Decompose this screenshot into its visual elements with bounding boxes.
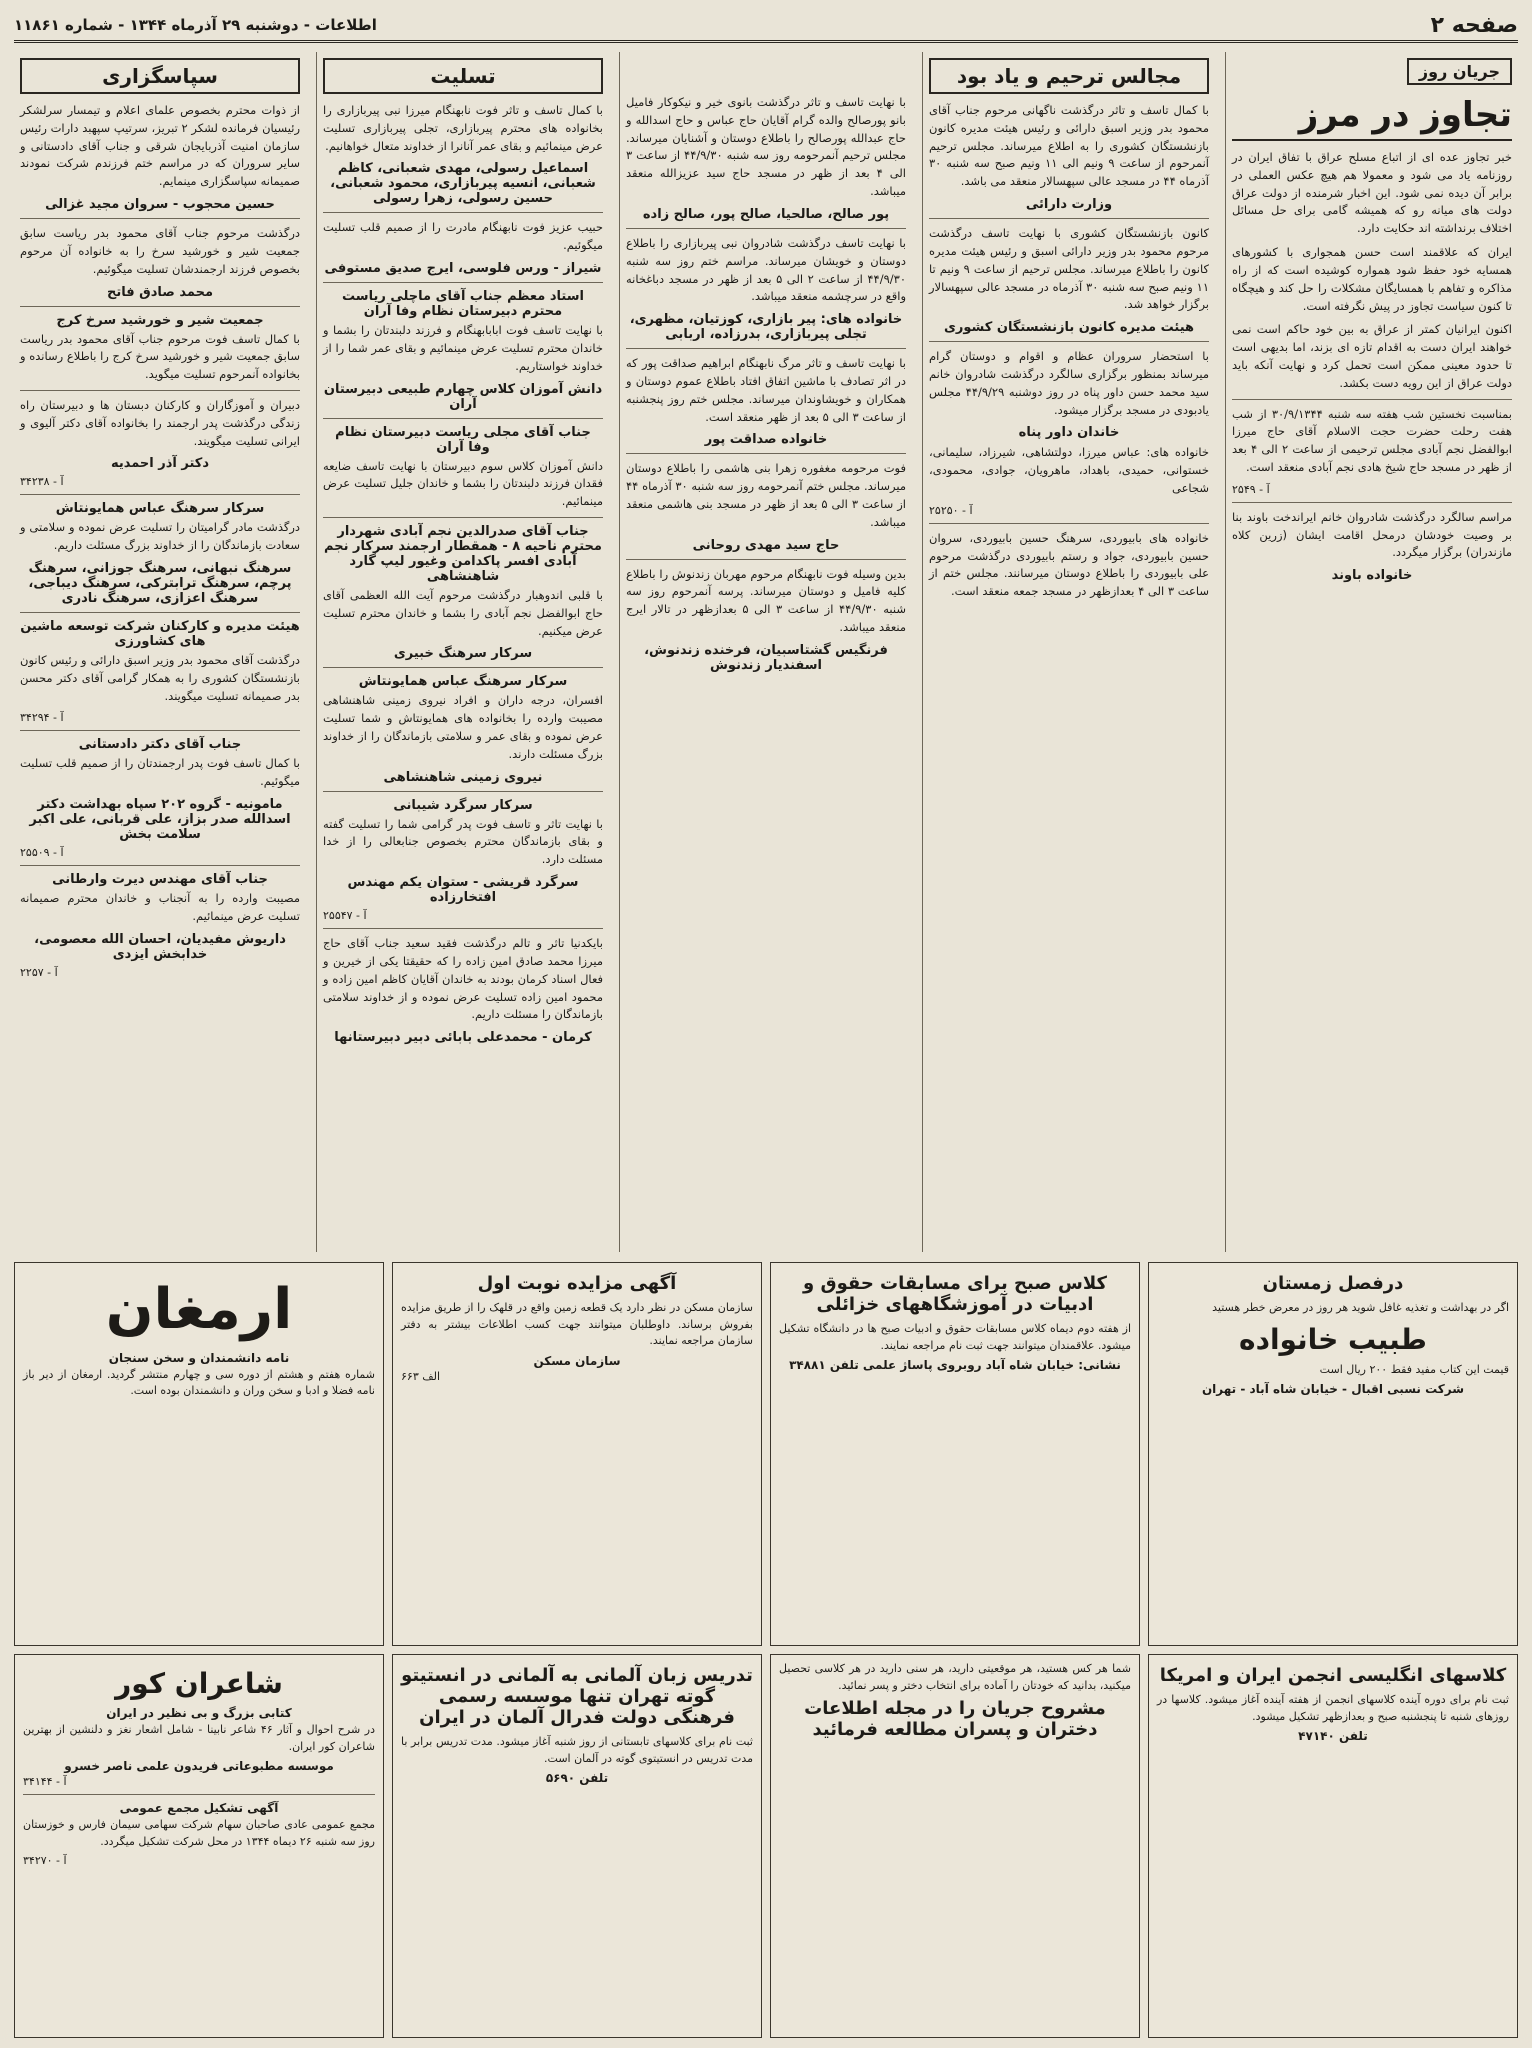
notice-paragraph: با نهایت تاسف و تاثر مرگ نابهنگام ابراهیم صداقت پور که در اثر تصادف با ماشین اتفاق افتاد باطلاع عموم دوستان و همکاران و خویشاوندان میرساند. مجلس ختم روز پنجشنبه از ساعت ۳ الی ۵ بعد از ظهر منعقد است. xyxy=(626,356,906,424)
signature: داریوش مفیدیان، احسان الله معصومی، خدابخش ایزدی xyxy=(34,931,286,962)
ad-contact: تلفن ۵۶۹۰ xyxy=(545,1771,609,1785)
divider xyxy=(20,494,300,495)
notice-heading: جناب آقای مهندس دیرت وارطانی xyxy=(52,872,268,888)
ad-code: ۲۲۵۷ - آ xyxy=(20,965,58,979)
ad-code: ۲۵۵۰۹ - آ xyxy=(20,846,64,860)
signature: نیروی زمینی شاهنشاهی xyxy=(383,769,543,785)
ad-text: در شرح احوال و آثار ۴۶ شاعر نابینا - شامل اشعار نغز و دلنشین از بهترین شاعران کور ایران. xyxy=(23,1723,375,1753)
notice-paragraph: با نهایت تاسف فوت ابابابهنگام و فرزند دلبندتان را بشما و خاندان محترم تسلیت عرض مینمائیم و بقای عمر شما را از خداوند خواستاریم. xyxy=(323,323,603,373)
ad-text: ثبت نام برای دوره آینده کلاسهای انجمن از هفته آینده آغاز میشود. کلاسها در روزهای شنبه تا پنجشنبه صبح و بعدازظهر تشکیل میشود. xyxy=(1157,1693,1509,1723)
notice-paragraph: دانش آموزان کلاس سوم دبیرستان با نهایت تاسف ضایعه فقدان فرزند دلبندتان را بشما و خاندان جلیل تسلیت عرض مینمائیم. xyxy=(323,458,603,509)
notice-paragraph: بایکدنیا تاثر و تالم درگذشت فقید سعید جناب آقای حاج میرزا محمد صادق امین زاده را که حقیقتا یکی از خیرین و فعال اسناد کرمان بودند به خاندان آقایان کاظم امین زاده و محمود امین زاده تسلیت عرض نموده و از خداوند سلامتی بازماندگان را مسئلت داریم. xyxy=(323,936,603,1022)
ad-headline: طبیب خانواده xyxy=(1239,1322,1427,1356)
divider xyxy=(1232,399,1512,400)
notice-paragraph: درگذشت آقای محمود بدر وزیر اسبق دارائی و رئیس کانون بازنشستگان کشوری را به همکار گرامی آقای دکتر محسن بدر صمیمانه تسلیت میگویند. xyxy=(20,653,300,703)
divider xyxy=(20,306,300,307)
masthead xyxy=(14,10,1518,43)
signature: خانواده های: پیر بازاری، کوزتیان، مظهری، تجلی پیربازاری، بدرزاده، اربابی xyxy=(629,312,903,343)
signature: دانش آموزان کلاس چهارم طبیعی دبیرستان آران xyxy=(323,381,603,412)
signature: خانواده باوند xyxy=(1331,568,1413,584)
ad-text: مجمع عمومی عادی صاحبان سهام شرکت سهامی سیمان فارس و خوزستان روز سه شنبه ۲۶ دیماه ۱۳۴۴ در محل شرکت تشکیل میگردد. xyxy=(23,1818,375,1848)
ad-contact: نشانی: خیابان شاه آباد روبروی پاساژ علمی تلفن ۳۴۸۸۱ xyxy=(789,1358,1121,1372)
divider xyxy=(323,418,603,419)
notice-heading: سرکار سرهنگ عباس همایونتاش xyxy=(358,674,568,690)
article-paragraph: خبر تجاوز عده ای از اتباع مسلح عراق با تفاق ایران در روزنامه یاد می شود و معمولا هم هیچ عکس العملی در برابر آن دیده نمی شود. این اخبار شرمنده از دولت عراق دولت های میانه رو که همیشه گامی برای حل مسائل اختلاف برنداشته اند حکایت دارد. xyxy=(1232,150,1512,236)
divider xyxy=(20,390,300,391)
notice-paragraph: مراسم سالگرد درگذشت شادروان خانم ایراندخت باوند بنا بر وصیت خودشان درمحل اقامت ایشان (زرین کلاه مازندران) برگزار میگردد. xyxy=(1232,509,1512,560)
divider xyxy=(23,1794,375,1795)
notice-heading: جناب آقای دکتر دادستانی xyxy=(78,737,242,753)
ad-text: قیمت این کتاب مفید فقط ۲۰۰ ریال است xyxy=(1319,1362,1509,1376)
ad-contact: شرکت نسبی اقبال - خیابان شاه آباد - تهران xyxy=(1201,1382,1465,1396)
signature: حاج سید مهدی روحانی xyxy=(692,537,840,553)
divider xyxy=(323,791,603,792)
signature: پور صالح، صالحیا، صالح پور، صالح زاده xyxy=(642,206,890,222)
ad-signature: سازمان مسکن xyxy=(533,1353,621,1368)
divider xyxy=(929,523,1209,524)
divider xyxy=(626,453,906,454)
notice-paragraph: با نهایت تاسف و تاثر درگذشت بانوی خیر و نیکوکار فامیل بانو پورصالح والده گرام آقایان حاج عباس و حاج اسدالله و حاج عبدالله پورصالح را باطلاع دوستان و آشنایان میرساند. مجلس ترحیم آنمرحومه روز سه شنبه ۴۴/۹/۳۰ از ساعت ۳ الی ۴ بعد از ظهر در مسجد حاج سید عزیزالله منعقد میباشد. xyxy=(626,95,907,199)
ad-title: کلاسهای انگلیسی انجمن ایران و امریکا xyxy=(1159,1665,1507,1686)
ad-text: اگر در بهداشت و تغذیه غافل شوید هر روز در معرض خطر هستید xyxy=(1212,1301,1509,1314)
column-news xyxy=(1225,52,1518,1252)
notice-paragraph: با کمال تاسف فوت پدر ارجمندتان را از صمیم قلب تسلیت میگوئیم. xyxy=(20,756,300,789)
notice-heading: جمعیت شیر و خورشید سرخ کرج xyxy=(56,312,264,328)
column-tarhim xyxy=(922,52,1215,1252)
ad-headline: شاعران کور xyxy=(115,1667,283,1700)
notice-paragraph: با نهایت تاسف درگذشت شادروان نبی پیربازاری را باطلاع دوستان و خویشان میرساند. مراسم ختم روز سه شنبه ۴۴/۹/۳۰ از ساعت ۲ الی ۵ بعد از ظهر در مسجد دباغخانه واقع در سرچشمه منعقد میباشد. xyxy=(626,235,906,304)
column-sepas xyxy=(14,52,306,1252)
notice-heading: هیئت مدیره و کارکنان شرکت توسعه ماشین های کشاورزی xyxy=(20,619,300,649)
divider xyxy=(323,212,603,213)
ad-code: الف ۶۶۳ xyxy=(401,1369,441,1383)
divider xyxy=(323,282,603,283)
signature: اسماعیل رسولی، مهدی شعبانی، کاظم شعبانی، انسیه پیربازاری، محمود شعبانی، حسین رسولی، زهرا رسولی xyxy=(330,161,596,207)
ad-mozayede xyxy=(392,1262,762,1646)
ad-subtitle: کتابی بزرگ و بی نظیر در ایران xyxy=(106,1706,292,1720)
divider xyxy=(929,341,1209,342)
ad-hoquq-classes xyxy=(770,1262,1140,1646)
signature: شیراز - ورس فلوسی، ایرج صدیق مستوفی xyxy=(324,261,602,277)
notice-paragraph: درگذشت مرحوم جناب آقای محمود بدر ریاست سابق جمعیت شیر و خورشید سرخ را به خانواده آن مرحوم بخصوص فرزند ارجمندشان تسلیت میگوئیم. xyxy=(20,226,300,276)
notice-paragraph: با کمال تاسف و تاثر درگذشت ناگهانی مرحوم جناب آقای محمود بدر وزیر اسبق دارائی و رئیس هیئت مدیره کانون بازنشستگان کشوری را به اطلاع میرساند. مجلس ترحیم آنمرحوم از ساعت ۹ ونیم الی ۱۱ ونیم صبح سه شنبه ۳۰ آذرماه ۴۴ در مسجد عالی سپهسالار منعقد می باشد. xyxy=(929,103,1209,189)
ad-code: ۲۵۲۵۰ - آ xyxy=(929,503,973,517)
page-number: صفحه ۲ xyxy=(1430,12,1518,38)
advertisements xyxy=(14,1262,1518,2038)
divider xyxy=(626,228,906,229)
signature: خانواده صداقت پور xyxy=(704,432,828,448)
ad-code: ۳۴۱۴۴ - آ xyxy=(23,1775,67,1788)
ad-title: کلاس صبح برای مسابقات حقوق و ادبیات در آموزشگاههای خزائلی xyxy=(803,1273,1107,1315)
ad-anjoman xyxy=(1148,1654,1518,2038)
ad-almani xyxy=(392,1654,762,2038)
signature: مامونیه - گروه ۲۰۲ سپاه بهداشت دکتر اسدالله صدر بزاز، علی قربانی، علی اکبر سلامت بخش xyxy=(29,797,291,843)
notice-paragraph: درگذشت مادر گرامیتان را تسلیت عرض نموده و سلامتی و سعادت بازماندگان را از خداوند بزرگ مسئلت داریم. xyxy=(20,520,300,553)
notice-paragraph: فوت مرحومه مغفوره زهرا بنی هاشمی را باطلاع دوستان میرساند. مجلس ختم آنمرحومه روز سه شنبه ۳۰ آذرماه ۴۴ از ساعت ۳ الی ۵ بعد از ظهر در مسجد بنی هاشمی منعقد میباشد. xyxy=(626,461,906,529)
notice-heading: استاد معظم جناب آقای ماچلی ریاست محترم دبیرستان نظام وفا آران xyxy=(342,289,584,320)
notice-paragraph: خانواده های بابیوردی، سرهنگ حسین بابیوردی، سروان حسین بابیوردی، جواد و رستم بابیوردی درگذشت مرحوم علی بابیوردی را باطلاع دوستان میرسانند. مجلس ختم از ساعت ۳ الی ۴ بعدازظهر در مسجد جمعه منعقد است. xyxy=(929,530,1209,599)
divider xyxy=(626,559,906,560)
article-columns xyxy=(14,52,1518,1252)
ad-code: ۲۵۵۴۷ - آ xyxy=(323,909,367,923)
notice-paragraph: از ذوات محترم بخصوص علمای اعلام و تیمسار سرلشکر رئیسیان فرمانده لشکر ۲ تبریز، سرتیپ سپهبد دارات رئیس سازمان امنیت آذربایجان شرقی و جناب آقای دادستانی و سایر سروران که در مراسم ختم فرزندم شرکت نمودند صمیمانه سپاسگزاری مینمایم. xyxy=(20,103,300,189)
notice-paragraph: با قلبی اندوهبار درگذشت مرحوم آیت الله العظمی آقای حاج ابوالفضل نجم آبادی را بشما و خاندان محترم تسلیت عرض میکنیم. xyxy=(323,587,603,638)
notice-paragraph: حبیب عزیز فوت نابهنگام مادرت را از صمیم قلب تسلیت میگوئیم. xyxy=(323,220,603,253)
notice-paragraph: با کمال تاسف فوت مرحوم جناب آقای محمود بدر ریاست سابق جمعیت شیر و خورشید سرخ کرج را باطلاع رسانده و بخانواده آنمرحوم تسلیت میگوید. xyxy=(20,331,300,382)
ad-shaeran-majma xyxy=(14,1654,384,2038)
ad-zemestan xyxy=(1148,1262,1518,1646)
notice-paragraph: با استحضار سروران عظام و اقوام و دوستان گرام میرساند بمنظور برگزاری سالگرد درگذشت شادروان خانم سید محمد حسن داور پناه در روز دوشنبه ۴۴/۹/۲۹ مجلس یادبودی در مسجد برگزار میشود. xyxy=(929,349,1209,417)
column-majales xyxy=(619,52,912,1252)
section-header: مجالس ترحیم و یاد بود xyxy=(929,58,1209,94)
ad-title: آگهی تشکیل مجمع عمومی xyxy=(119,1801,279,1815)
divider xyxy=(626,348,906,349)
signature: سرگرد قریشی - ستوان یکم مهندس افتخارزاده xyxy=(347,875,579,906)
signature: خاندان داور پناه xyxy=(1018,425,1120,441)
notice-paragraph: بدین وسیله فوت نابهنگام مرحوم مهربان زندنوش را باطلاع کلیه فامیل و دوستان میرساند. پرسه آنمرحوم روز سه شنبه ۴۴/۹/۳۰ از ساعت ۳ الی ۵ بعدازظهر در تالار ایرج منعقد میباشد. xyxy=(626,566,906,635)
ad-contact: تلفن ۴۷۱۴۰ xyxy=(1298,1729,1368,1743)
column-taslit xyxy=(316,52,609,1252)
section-header: تسلیت xyxy=(323,58,603,94)
notice-paragraph: با نهایت تاثر و تاسف فوت پدر گرامی شما را تسلیت گفته و بقای بازماندگان محترم بخصوص جنابعالی را از خدا مسئلت دارد. xyxy=(323,816,603,867)
ad-code: ۳۴۲۷۰ - آ xyxy=(23,1854,67,1867)
divider xyxy=(929,218,1209,219)
notice-paragraph: کانون بازنشستگان کشوری با نهایت تاسف درگذشت مرحوم محمود بدر وزیر دارائی اسبق و رئیس هیئت مدیره کانون را باطلاع میرساند. مجلس ترحیم از ساعت ۹ ونیم تا ۱۱ ونیم صبح سه شنبه ۳۰ آذرماه در مسجد عالی سپهسالار برگزار خواهد شد. xyxy=(929,226,1209,312)
notice-paragraph: مصیبت وارده را به آنجناب و خاندان محترم صمیمانه تسلیت عرض مینمائیم. xyxy=(20,891,300,923)
signature: فرنگیس گشتاسبیان، فرخنده زندنوش، اسفندیار زندنوش xyxy=(644,642,888,673)
ad-text: سازمان مسکن در نظر دارد یک قطعه زمین واقع در قلهک را از طریق مزایده بفروش برساند. داوطلبان میتوانند جهت کسب اطلاعات بیشتر به دفتر سازمان مراجعه نمایند. xyxy=(401,1301,753,1347)
ad-code: ۳۴۲۳۸ - آ xyxy=(20,475,64,489)
ad-title: مشروح جریان را در مجله اطلاعات دختران و پسران مطالعه فرمائید xyxy=(804,1698,1106,1740)
signature: محمد صادق فاتح xyxy=(106,284,214,300)
notice-heading: جناب آقای صدرالدین نجم آبادی شهردار محترم ناحیه ۸ - همقطار ارجمند سرکار نجم آبادی افسر پاکدامن وغیور لیپ گارد شاهنشاهی xyxy=(324,523,602,584)
notice-paragraph: با کمال تاسف و تاثر فوت نابهنگام میرزا نبی پیربازاری را بخانواده های محترم پیربازاری، تجلی پیربازاری تسلیت عرض مینمائیم و بقای عمر آنانرا از خداوند متعال خواهانیم. xyxy=(323,103,603,153)
ad-armaghan xyxy=(14,1262,384,1646)
ad-title: آگهی مزایده نوبت اول xyxy=(477,1273,677,1294)
divider xyxy=(323,667,603,668)
ad-signature: موسسه مطبوعاتی فریدون علمی ناصر خسرو xyxy=(64,1759,334,1773)
signature: وزارت دارائی xyxy=(1025,197,1113,213)
ad-text: از هفته دوم دیماه کلاس مسابقات حقوق و ادبیات صبح ها در دانشگاه تشکیل میشود. علاقمندان میتوانند جهت ثبت نام مراجعه نمایند. xyxy=(779,1322,1131,1352)
signature: سرکار سرهنگ خبیری xyxy=(393,646,533,662)
signature: دکتر آذر احمدیه xyxy=(110,456,210,472)
ad-text: شماره هفتم و هشتم از دوره سی و چهارم منتشر گردید. ارمغان از دیر باز نامه فضلا و ادبا و سخن وران و دانشمندان بوده است. xyxy=(23,1367,375,1398)
divider xyxy=(20,865,300,866)
signature: سرهنگ نبهانی، سرهنگ جوزانی، سرهنگ پرچم، سرهنگ ترابترکی، سرهنگ دیباجی، سرهنگ اعزازی، سرهنگ نادری xyxy=(28,561,292,606)
article-paragraph: اکنون ایرانیان کمتر از عراق به بین خود حاکم است نمی خواهند ایران دست به اقدام تازه ای بزند، اما بدیهی است تا حدود معینی ممکن است تحمل کرد و نهایت آنکه باید دولت عراق از این رویه دست بکشد. xyxy=(1232,322,1512,390)
notice-heading: جناب آقای مجلی ریاست دبیرستان نظام وفا آران xyxy=(335,424,591,455)
ad-title: تدریس زبان آلمانی به آلمانی در انستیتو گوته تهران تنها موسسه رسمی فرهنگی دولت فدرال آلمان در ایران xyxy=(401,1665,753,1728)
signature: کرمان - محمدعلی بابائی دبیر دبیرستانها xyxy=(334,1030,592,1046)
article-paragraph: ایران که علاقمند است حسن همجواری با کشورهای همسایه خود حفظ شود همواره کوشیده است که از راه مذاکره و تفاهم با همسایگان مشکلات را حل کند و هیچگاه تا کنون سیاست تجاوز در پیش نگرفته است. xyxy=(1232,245,1512,313)
signature: حسین محجوب - سروان مجید غزالی xyxy=(45,197,275,213)
notice-paragraph: بمناسبت نخستین شب هفته سه شنبه ۳۰/۹/۱۳۴۴ از شب هفت رحلت حضرت حجت الاسلام آقای حاج میرزا ابوالفضل نجم آبادی مجلس ترحیمی از ساعت ۲ الی ۴ بعد از ظهر در مسجد حاج شیخ هادی نجم آبادی منعقد است. xyxy=(1232,406,1512,474)
divider xyxy=(1232,502,1512,503)
ad-title: درفصل زمستان xyxy=(1262,1273,1404,1294)
divider xyxy=(20,218,300,219)
section-header: سپاسگزاری xyxy=(20,58,300,94)
family-list: خانواده های: عباس میرزا، دولتشاهی، شیرزاد، سلیمانی، خستوانی، حمیدی، باهداد، ماهرویان، جوادی، محمودی، شجاعی xyxy=(929,445,1209,495)
divider xyxy=(323,517,603,518)
ad-text: شما هر کس هستید، هر موقعیتی دارید، هر سنی دارید در هر کلاسی تحصیل میکنید، بدانید که خودتان را آماده برای انتخاب دختر و پسر نمائید. xyxy=(779,1662,1131,1692)
publication-line: اطلاعات - دوشنبه ۲۹ آذرماه ۱۳۴۴ - شماره ۱۱۸۶۱ xyxy=(14,16,377,34)
ad-headline: ارمغان xyxy=(105,1277,293,1342)
section-tag: جریان روز xyxy=(1407,58,1512,85)
article-title: تجاوز در مرز xyxy=(1232,91,1512,141)
ad-code: ۲۵۴۹ - آ xyxy=(1232,482,1270,496)
notice-paragraph: افسران، درجه داران و افراد نیروی زمینی شاهنشاهی مصیبت وارده را بخانواده های همایونتاش و شما تسلیت عرض نموده و بقای عمر و سلامتی بازماندگان را از خداوند بزرگ مسئلت دارند. xyxy=(323,693,603,761)
divider xyxy=(20,730,300,731)
ad-code: ۳۴۲۹۴ - آ xyxy=(20,711,64,725)
ad-subtitle: نامه دانشمندان و سخن سنجان xyxy=(108,1350,290,1365)
ad-text: ثبت نام برای کلاسهای تابستانی از روز شنبه آغاز میشود. مدت تدریس برابر با مدت تدریس در انستیتوی گوته در آلمان است. xyxy=(401,1735,753,1765)
signature: هیئت مدیره کانون بازنشستگان کشوری xyxy=(943,320,1195,336)
divider xyxy=(20,612,300,613)
notice-heading: سرکار سرگرد شیبانی xyxy=(393,797,533,813)
notice-paragraph: دبیران و آموزگاران و کارکنان دبستان ها و دبیرستان راه زندگی درگذشت پدر ارجمند را بخانواده آقای دکتر آلیوی و ایرانی تسلیت میگویند. xyxy=(20,397,300,448)
divider xyxy=(323,928,603,929)
notice-heading: سرکار سرهنگ عباس همایونتاش xyxy=(55,501,265,517)
ad-jaryan xyxy=(770,1654,1140,2038)
